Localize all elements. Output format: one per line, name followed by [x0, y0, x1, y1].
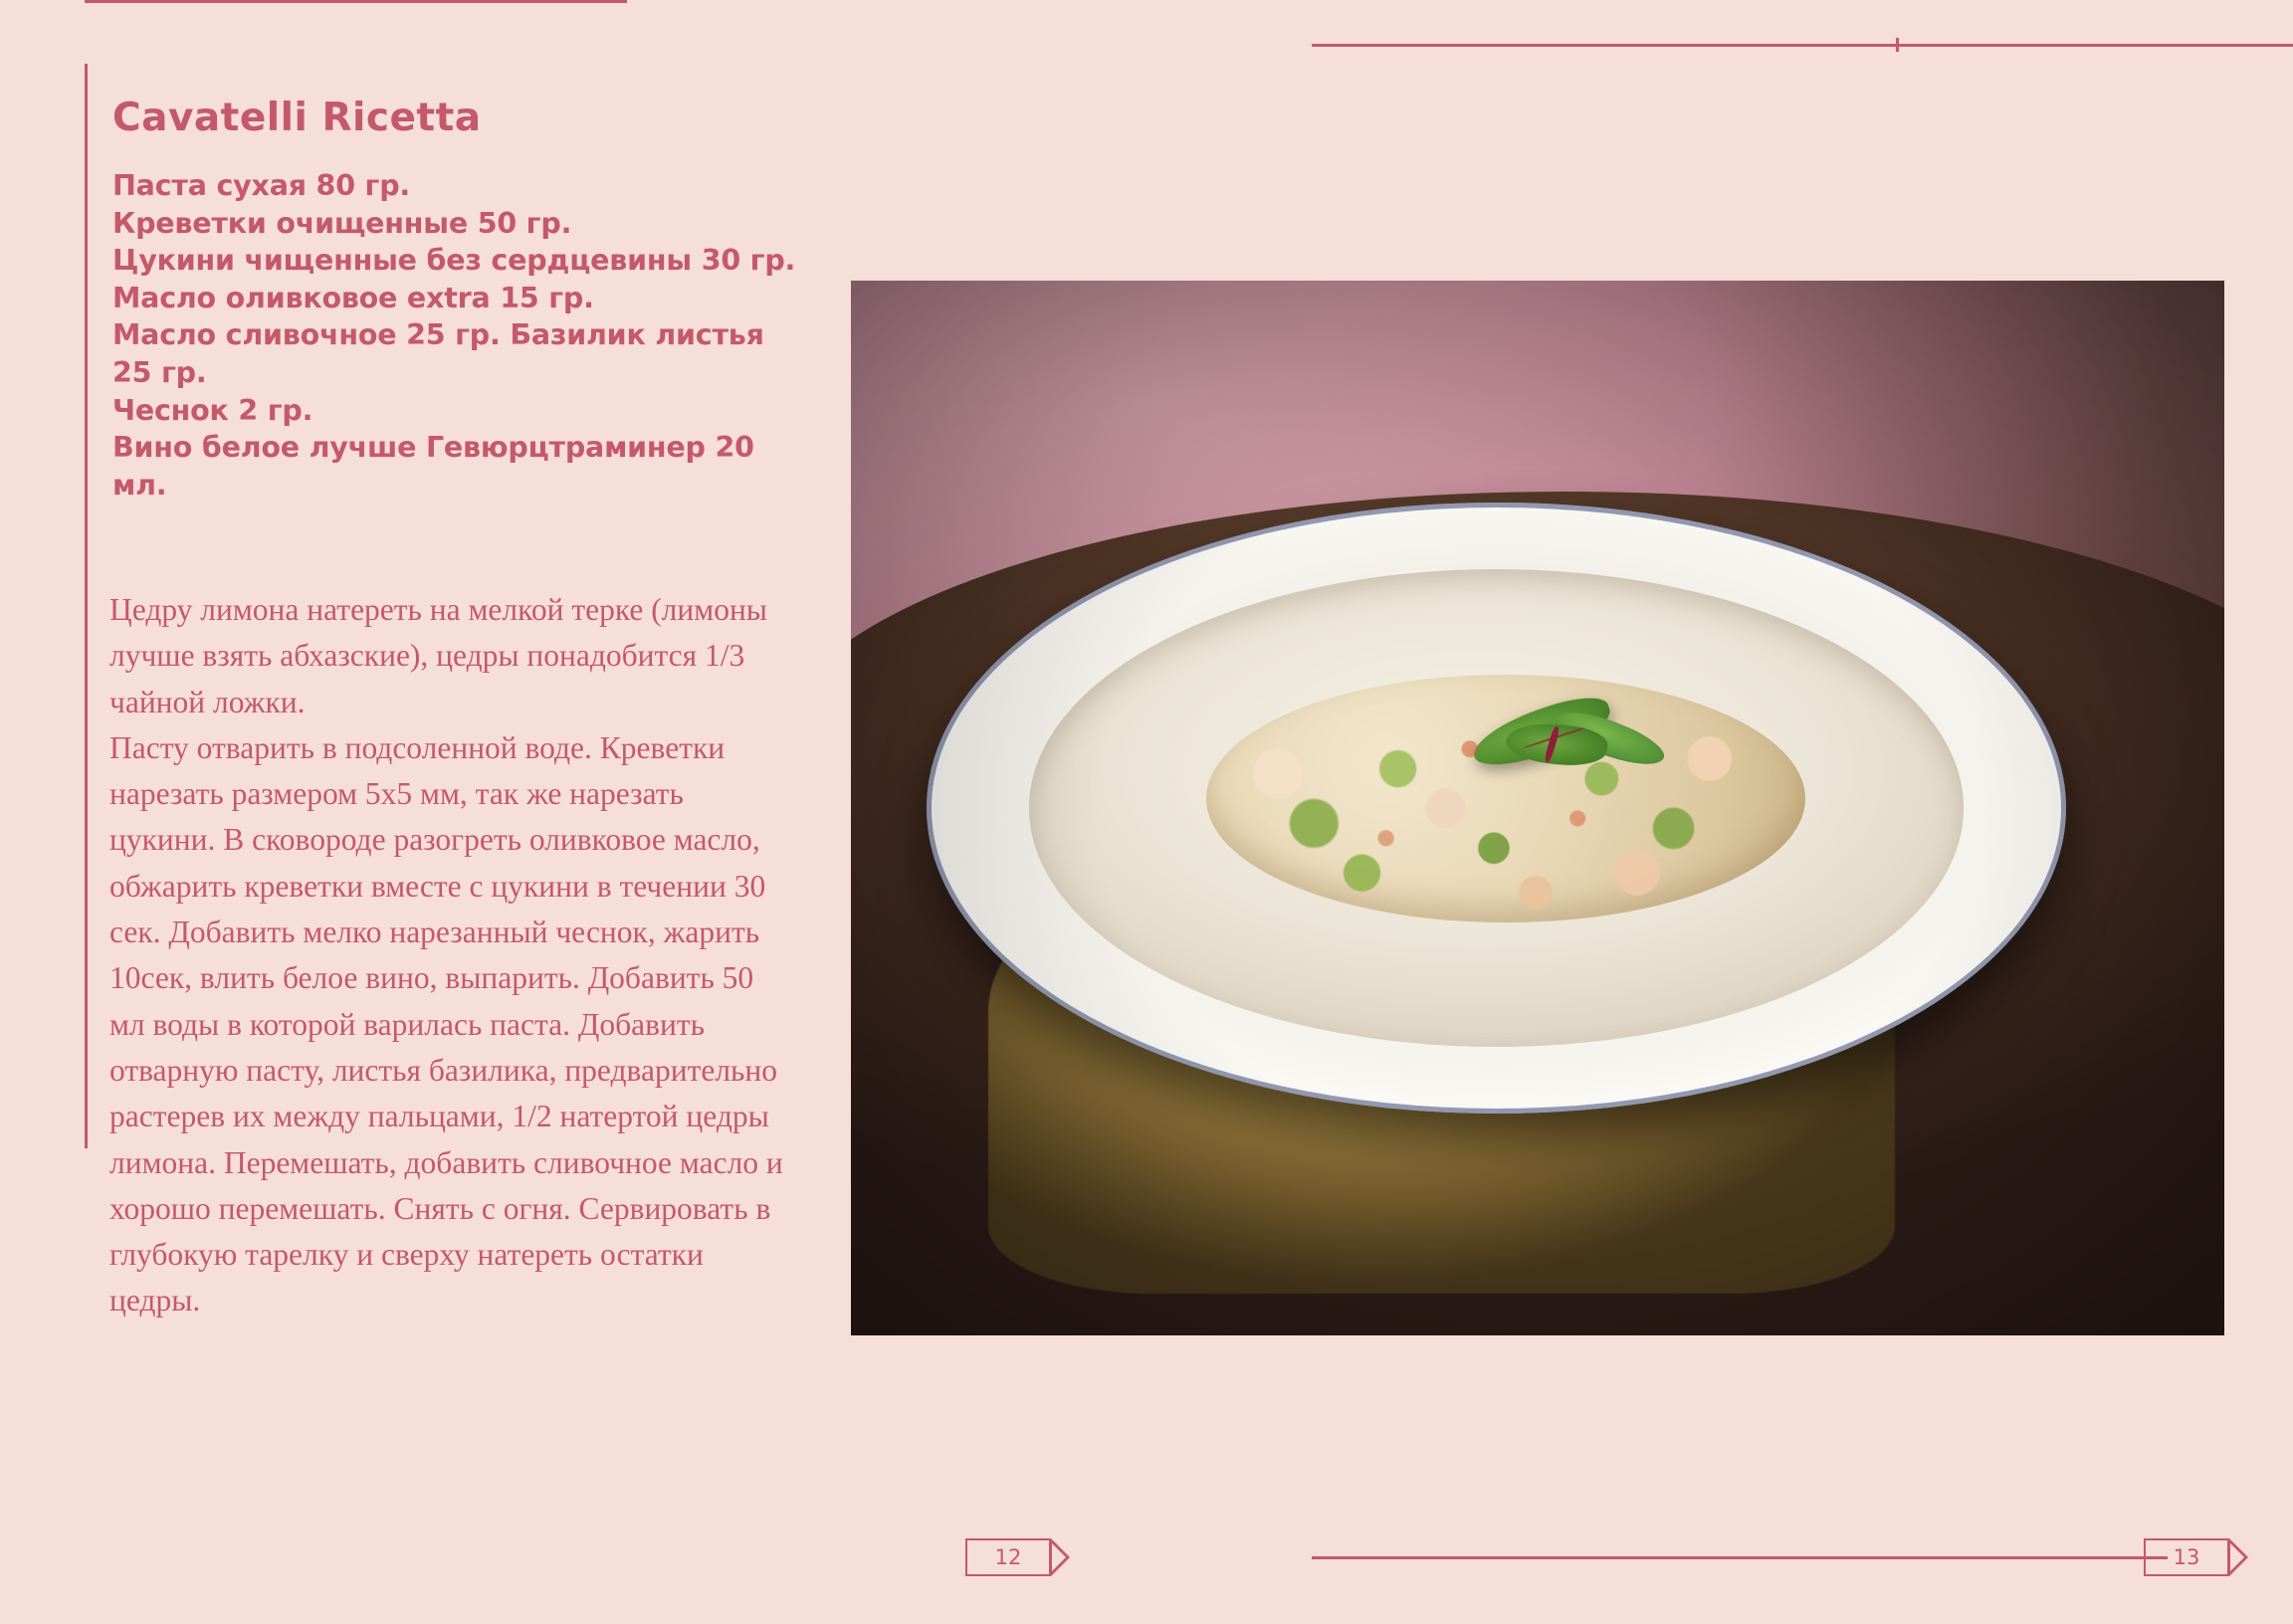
- top-divider-rule: [1312, 44, 2293, 47]
- pasta-portion: [1206, 675, 1804, 922]
- top-divider-tick: [1896, 38, 1899, 52]
- method-paragraph: Пасту отварить в подсоленной воде. Креветки нарезать размером 5х5 мм, так же нарезать цукини. В сковороде разогреть оливковое масло, обжарить креветки вместе с цукини в течении 30 сек. Добавить мелко нарезанный чеснок, жарить 10сек, влить белое вино, выпарить. Добавить 50 мл воды в которой варилась паста. Добавить отварную пасту, листья базилика, предварительно растерев их между пальцами, 1/2 натертой цедры лимона. Перемешать, добавить сливочное масло и хорошо перемешать. Снять с огня. Сервировать в глубокую тарелку и сверху натереть остатки цедры.: [109, 729, 783, 1319]
- white-plate: [927, 503, 2066, 1115]
- page-number-right: 13: [2144, 1538, 2229, 1576]
- ingredient-item: Чеснок 2 гр.: [112, 393, 313, 427]
- title-divider-rule: [85, 0, 627, 3]
- chard-leaf-icon: [1504, 718, 1609, 768]
- ingredient-item: Цукини чищенные без сердцевины 30 гр.: [112, 244, 796, 278]
- basil-leaf-icon: [1552, 702, 1670, 776]
- ingredients-list: [112, 167, 799, 504]
- method-text: [109, 587, 796, 1324]
- basil-leaf-icon: [1466, 688, 1616, 774]
- ingredient-item: Вино белое лучше Гевюрцтраминер 20 мл.: [112, 431, 754, 502]
- method-paragraph: Цедру лимона натереть на мелкой терке (лимоны лучше взять абхазские), цедры понадобится 1/3 чайной ложки.: [109, 592, 767, 719]
- ingredient-item: Креветки очищенные 50 гр.: [112, 206, 572, 240]
- ingredient-item: Масло оливковое extra 15 гр.: [112, 281, 594, 314]
- left-margin-rule: [85, 64, 88, 1148]
- photo-backdrop: [851, 281, 2224, 1335]
- bottom-divider-rule: [1312, 1556, 2168, 1559]
- ingredient-item: Масло сливочное 25 гр. Базилик листья 25 гр.: [112, 318, 764, 390]
- page-arrow-right-icon: [2229, 1538, 2248, 1576]
- page-title: Cavatelli Ricetta: [112, 96, 482, 140]
- plate-well: [1029, 569, 1964, 1047]
- page-number-left: 12: [965, 1538, 1051, 1576]
- dish-photo: [851, 281, 2224, 1335]
- ingredient-item: Паста сухая 80 гр.: [112, 169, 411, 202]
- page-arrow-left-icon: [1051, 1538, 1070, 1576]
